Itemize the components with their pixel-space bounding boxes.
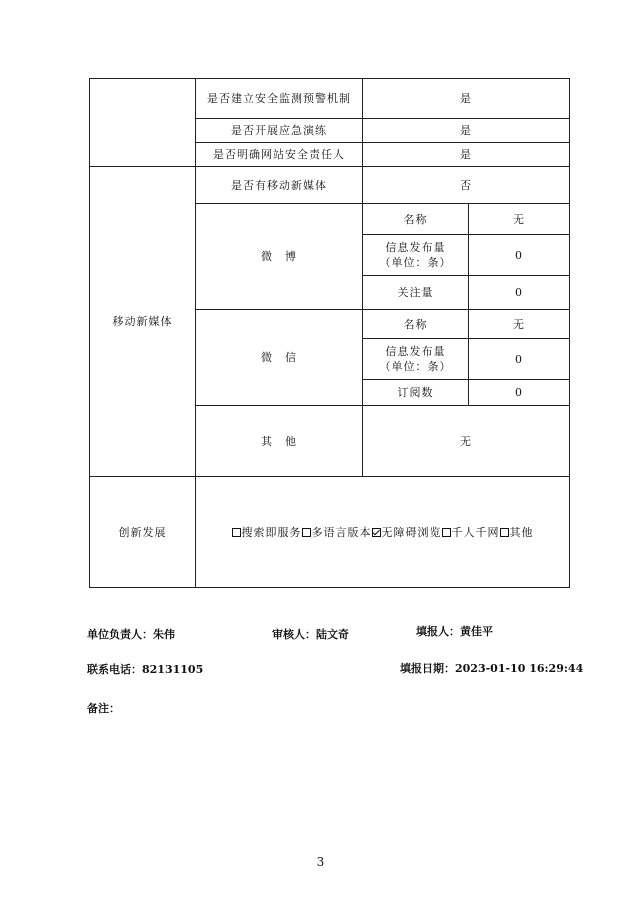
checkbox-icon	[232, 528, 241, 537]
unit-head: 单位负责人：朱伟	[87, 628, 175, 641]
wechat-name-value: 无	[469, 310, 570, 339]
drill-value: 是	[363, 119, 570, 143]
checkbox-icon	[500, 528, 509, 537]
weibo-follow-value: 0	[469, 276, 570, 310]
innovation-label: 创新发展	[90, 477, 196, 588]
page-number: 3	[316, 855, 325, 869]
drill-label: 是否开展应急演练	[196, 119, 363, 143]
innovation-option-search: 搜索即服务	[232, 526, 302, 539]
warning-label: 是否建立安全监测预警机制	[196, 79, 363, 119]
innovation-options	[196, 477, 570, 588]
report-table	[89, 78, 570, 588]
other-label: 其 他	[196, 406, 363, 477]
reviewer: 审核人：陆文奇	[272, 628, 349, 641]
innovation-option-accessible: 无障碍浏览	[372, 526, 442, 539]
mobile-section-label: 移动新媒体	[90, 167, 196, 477]
weibo-name-value: 无	[469, 204, 570, 235]
wechat-posts-value: 0	[469, 339, 570, 380]
wechat-sub-value: 0	[469, 380, 570, 406]
filler: 填报人：黄佳平	[416, 625, 493, 638]
innovation-option-other: 其他	[500, 526, 534, 539]
wechat-label: 微 信	[196, 310, 363, 406]
weibo-follow-label: 关注量	[363, 276, 469, 310]
contact-phone: 联系电话：82131105	[87, 663, 204, 676]
fill-date: 填报日期：2023-01-10 16:29:44	[400, 662, 584, 675]
checkbox-icon	[302, 528, 311, 537]
wechat-posts-label: 信息发布量（单位：条）	[363, 339, 469, 380]
weibo-name-label: 名称	[363, 204, 469, 235]
other-value: 无	[363, 406, 570, 477]
wechat-sub-label: 订阅数	[363, 380, 469, 406]
responsible-value: 是	[363, 143, 570, 167]
security-section-cell	[90, 79, 196, 167]
innovation-option-personalized: 千人千网	[442, 526, 500, 539]
innovation-option-multilang: 多语言版本	[302, 526, 372, 539]
remark: 备注：	[87, 702, 120, 715]
wechat-name-label: 名称	[363, 310, 469, 339]
mobile-has-value: 否	[363, 167, 570, 204]
checkbox-checked-icon	[372, 528, 381, 537]
weibo-label: 微 博	[196, 204, 363, 310]
warning-value: 是	[363, 79, 570, 119]
responsible-label: 是否明确网站安全责任人	[196, 143, 363, 167]
weibo-posts-label: 信息发布量（单位：条）	[363, 235, 469, 276]
mobile-has-label: 是否有移动新媒体	[196, 167, 363, 204]
checkbox-icon	[442, 528, 451, 537]
weibo-posts-value: 0	[469, 235, 570, 276]
